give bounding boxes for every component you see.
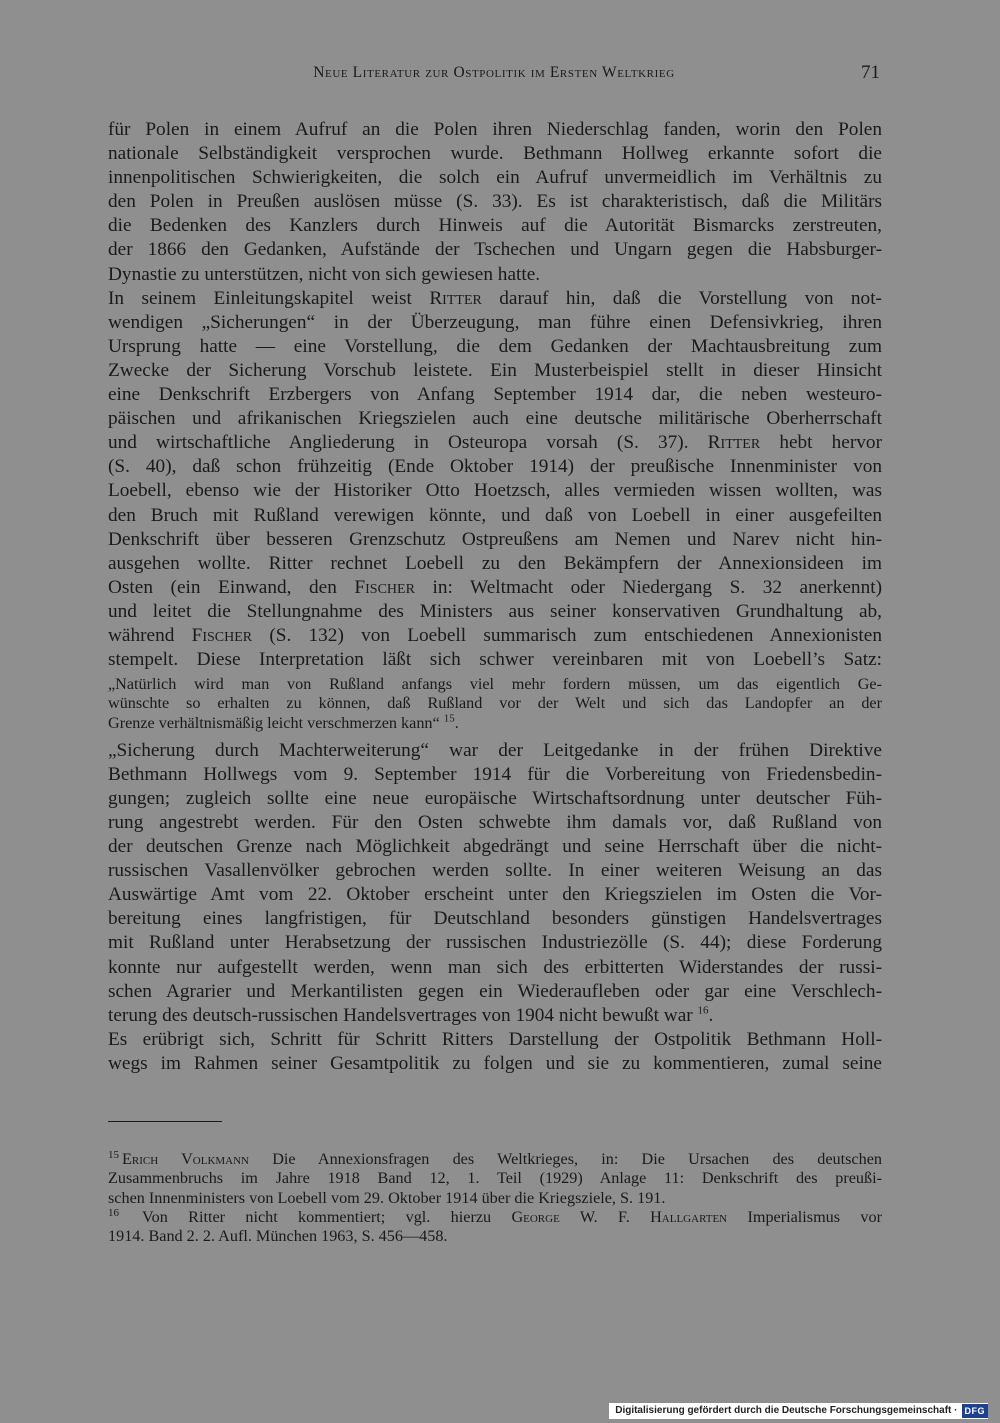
text-line — [108, 431, 882, 455]
text-segment: während — [108, 624, 192, 646]
page-number: 71 — [861, 62, 880, 83]
text-line: Zwecke der Sicherung Vorschub leistete. Ein Musterbeispiel stellt in dieser Hinsicht — [108, 359, 882, 381]
author-name: Ritter — [707, 432, 761, 454]
text-line: eine Denkschrift Erzbergers von Anfang September 1914 dar, die neben westeuro- — [108, 384, 882, 406]
text-line: der deutschen Grenze nach Möglichkeit abgedrängt und seine Herrschaft über die nicht- — [108, 836, 882, 858]
digitization-credit — [609, 1403, 988, 1419]
text-line: der 1866 den Gedanken, Aufstände der Tschechen und Ungarn gegen die Habsburger- — [108, 239, 882, 261]
author-name: Ritter — [429, 287, 482, 309]
author-name: Fischer — [191, 624, 253, 646]
text-line — [108, 624, 882, 648]
footnote-line — [108, 1150, 882, 1169]
text-line: Es erübrigt sich, Schritt für Schritt Ritters Darstellung der Ostpolitik Bethmann Holl- — [108, 1028, 882, 1050]
text-line: päischen und afrikanischen Kriegszielen auch eine deutsche militärische Oberherrschaft — [108, 408, 882, 430]
text-line: ausgehen wollte. Ritter rechnet Loebell zu den Bekämpfern der Annexionsideen im — [108, 552, 882, 574]
text-line: für Polen in einem Aufruf an die Polen ihren Niederschlag fanden, worin den Polen — [108, 119, 882, 140]
footnote-line: schen Innenministers von Loebell vom 29. Oktober 1914 über die Kriegsziele, S. 191. — [108, 1188, 666, 1207]
footnote-ref: 16 — [697, 1004, 709, 1017]
footnote-divider — [108, 1121, 222, 1122]
footnote-line — [108, 1208, 882, 1227]
quote-line: Grenze verhältnismäßig leicht verschmerzen kann“ $^{15}$. — [108, 713, 459, 732]
text-segment: Imperialismus vor — [727, 1207, 882, 1226]
text-line: mit Rußland unter Herabsetzung der russischen Industriezölle (S. 44); diese Forderung — [108, 932, 882, 954]
text-line: schen Agrarier und Merkantilisten gegen ein Wiederaufleben oder gar eine Verschlech- — [108, 980, 882, 1002]
author-name: Erich Volkmann — [122, 1150, 249, 1168]
text-segment: hebt hervor — [760, 432, 882, 454]
text-line: (S. 40), daß schon frühzeitig (Ende Oktober 1914) der preußische Innenminister von — [108, 456, 882, 478]
text-line: terung des deutsch-russischen Handelsvertrages von 1904 nicht bewußt war $^{16}$. — [108, 1004, 714, 1026]
text-line: konnte nur aufgestellt werden, wenn man sich des erbitterten Widerstandes der russi- — [108, 956, 882, 978]
footnote-line: Zusammenbruchs im Jahre 1918 Band 12, 1. Teil (1929) Anlage 11: Denkschrift des preußi- — [108, 1169, 882, 1188]
text-line — [108, 287, 882, 311]
author-name: George W. F. Hallgarten — [511, 1207, 728, 1226]
footnotes — [108, 1150, 882, 1246]
text-line: Ursprung hatte — eine Vorstellung, die dem Gedanken der Machtausbreitung zum — [108, 335, 882, 357]
text-segment: Osten (ein Einwand, den — [108, 576, 355, 598]
footnote-line: 1914. Band 2. 2. Aufl. München 1963, S. 456—458. — [108, 1227, 448, 1246]
text-line: gungen; zugleich sollte eine neue europäische Wirtschaftsordnung unter deutscher Füh- — [108, 787, 882, 809]
text-segment: Grenze verhältnismäßig leicht verschmerzen kann“ — [108, 713, 444, 732]
running-title: Neue Literatur zur Ostpolitik im Ersten Weltkrieg — [313, 64, 675, 81]
text-line: wendigen „Sicherungen“ in der Überzeugung, man führe einen Defensivkrieg, ihren — [108, 311, 882, 333]
quote-line: wünschte so erhalten zu können, daß Rußland vor der Welt und sich das Landopfer an der — [108, 694, 882, 713]
block-quote — [108, 675, 882, 733]
text-line: innenpolitischen Schwierigkeiten, die solch ein Aufruf unvermeidlich im Verhältnis zu — [108, 167, 882, 189]
credit-text: Digitalisierung gefördert durch die Deutsche Forschungsgemeinschaft · — [615, 1405, 958, 1416]
text-line: stempelt. Diese Interpretation läßt sich schwer vereinbaren mit von Loebell’s Satz: — [108, 649, 882, 671]
text-segment: In seinem Einleitungskapitel weist — [108, 287, 430, 309]
text-line: bereitung eines langfristigen, für Deutschland besonders günstigen Handelsvertrages — [108, 908, 882, 930]
text-line: Dynastie zu unterstützen, nicht von sich gewiesen hatte. — [108, 263, 541, 285]
text-line: „Sicherung durch Machterweiterung“ war der Leitgedanke in der frühen Direktive — [108, 739, 882, 761]
text-line: Auswärtige Amt vom 22. Oktober erscheint unter den Kriegszielen im Osten die Vor- — [108, 884, 882, 906]
text-line: Bethmann Hollwegs vom 9. September 1914 für die Vorbereitung von Friedensbedin- — [108, 763, 882, 785]
text-segment: und wirtschaftliche Angliederung in Osteuropa vorsah (S. 37). — [108, 432, 708, 454]
text-segment: darauf hin, daß die Vorstellung von not- — [481, 287, 882, 309]
text-segment: in: Weltmacht oder Niedergang S. 32 anerkennt) — [414, 576, 882, 598]
text-line: den Bruch mit Rußland verewigen könnte, und daß von Loebell in einer ausgefeilten — [108, 504, 882, 526]
text-line: Denkschrift über besseren Grenzschutz Ostpreußens am Nemen und Narev nicht hin- — [108, 528, 882, 550]
author-name: Fischer — [354, 576, 415, 598]
footnote-ref: 15 — [443, 713, 455, 725]
text-line: und leitet die Stellungnahme des Ministers aus seiner konservativen Grundhaltung ab, — [108, 600, 882, 622]
text-line: die Bedenken des Kanzlers durch Hinweis auf die Autorität Bismarcks zerstreuten, — [108, 215, 882, 237]
text-segment: Die Annexionsfragen des Weltkrieges, in: Die Ursachen des deutschen — [249, 1150, 882, 1168]
text-line — [108, 576, 882, 600]
text-line: nationale Selbständigkeit versprochen wurde. Bethmann Hollweg erkannte sofort die — [108, 143, 882, 165]
main-text — [108, 118, 882, 1076]
footnote-number: 16 — [108, 1207, 119, 1219]
dfg-logo-icon: DFG — [962, 1404, 989, 1418]
text-line: wegs im Rahmen seiner Gesamtpolitik zu folgen und sie zu kommentieren, zumal seine — [108, 1052, 882, 1074]
text-segment: (S. 132) von Loebell summarisch zum entschiedenen Annexionisten — [252, 624, 882, 646]
text-line: russischen Vasallenvölker gebrochen werden sollte. In einer weiteren Weisung an das — [108, 860, 882, 882]
text-line: Loebell, ebenso wie der Historiker Otto Hoetzsch, alles vermieden wissen wollten, was — [108, 480, 882, 502]
text-segment: Von Ritter nicht kommentiert; vgl. hierzu — [122, 1207, 512, 1226]
quote-line: „Natürlich wird man von Rußland anfangs viel mehr fordern müssen, um das eigentlich Ge- — [108, 675, 882, 694]
text-line: den Polen in Preußen auslösen müsse (S. 33). Es ist charakteristisch, daß die Militärs — [108, 191, 882, 213]
footnote-number: 15 — [108, 1150, 119, 1161]
running-header — [108, 62, 880, 92]
text-line: rung angestrebt werden. Für den Osten schwebte ihm damals vor, daß Rußland von — [108, 812, 882, 833]
text-segment: terung des deutsch-russischen Handelsvertrages von 1904 nicht bewußt war — [108, 1004, 693, 1026]
